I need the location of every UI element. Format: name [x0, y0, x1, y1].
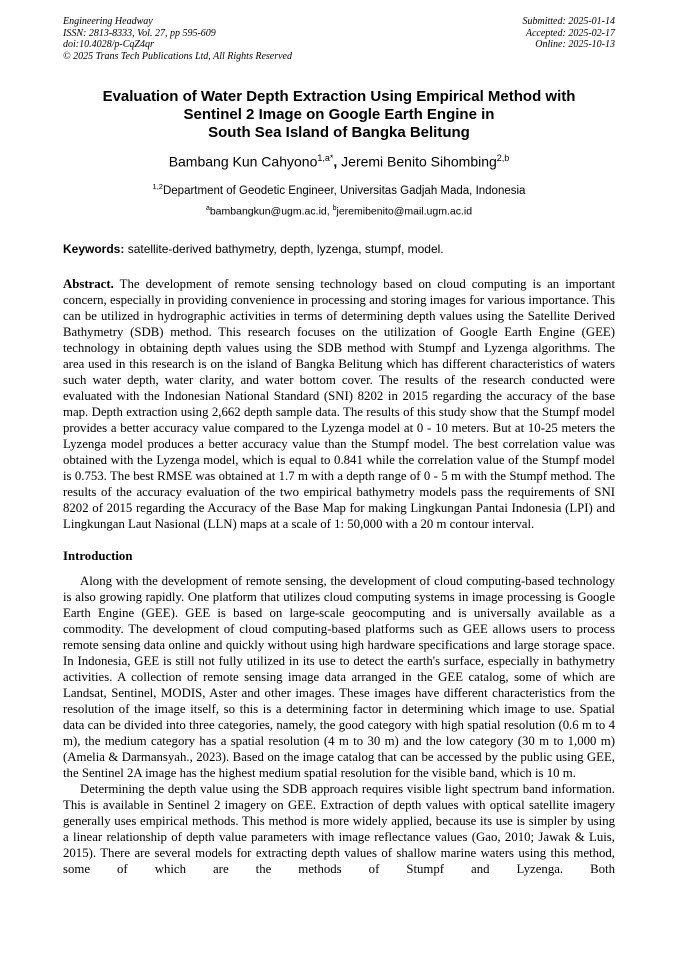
email-a-superscript: a: [205, 205, 210, 213]
copyright-line: © 2025 Trans Tech Publications Ltd, All Rights Reserved: [63, 50, 292, 62]
intro-paragraph-2: Determining the depth value using the SDB approach requires visible light spectrum band information. This is available in Sentinel 2 imagery on GEE. Extraction of depth values with optical satellite imagery generally uses empirical methods. This method is more widely applied, because its use is simpler by using a linear relationship of depth value parameters with image reflectance values (Gao, 2010; Jawak & Luis, 2015). There are several models for extracting depth values of shallow marine waters using this method, some of which are the methods of Stumpf and Lyzenga. Both: [63, 781, 615, 876]
authors-line: [63, 153, 615, 170]
affiliation-text: Department of Geodetic Engineer, Universitas Gadjah Mada, Indonesia: [162, 184, 526, 197]
issn-volume-line: ISSN: 2813-8333, Vol. 27, pp 595-609: [63, 27, 216, 39]
author-separator: ,: [333, 153, 342, 170]
paper-title: [63, 88, 615, 142]
keywords-label: Keywords:: [63, 241, 125, 256]
keywords-text: satellite-derived bathymetry, depth, lyzenga, stumpf, model.: [124, 241, 444, 256]
author-1-name: Bambang Kun Cahyono: [168, 153, 318, 170]
title-line-3: South Sea Island of Bangka Belitung: [208, 124, 470, 141]
accepted-date: Accepted: 2025-02-17: [525, 27, 615, 39]
online-date: Online: 2025-10-13: [535, 39, 615, 50]
emails-line: [63, 205, 615, 218]
keywords-line: [63, 242, 615, 256]
abstract-label: Abstract.: [63, 276, 114, 291]
author-1-superscript: 1,a*: [317, 153, 334, 163]
paper-meta-header: [63, 16, 615, 62]
email-a-address: bambangkun@ugm.ac.id: [209, 205, 327, 218]
journal-info: [63, 16, 292, 62]
affiliation-superscript: 1,2: [152, 181, 163, 191]
affiliation-line: [63, 182, 615, 197]
submitted-date: Submitted: 2025-01-14: [522, 16, 615, 27]
journal-name: Engineering Headway: [63, 16, 153, 27]
title-line-1: Evaluation of Water Depth Extraction Using Empirical Method with: [102, 88, 576, 105]
section-heading-introduction: Introduction: [63, 548, 133, 563]
doi-line: doi:10.4028/p-CqZ4qr: [63, 39, 154, 50]
email-separator: ,: [326, 205, 333, 218]
email-b-address: jeremibenito@mail.ugm.ac.id: [336, 205, 473, 218]
intro-paragraph-1: Along with the development of remote sensing, the development of cloud computing-based technology is also growing rapidly. One platform that utilizes cloud computing systems in image processing is Google Earth Engine (GEE). GEE is based on large-scale geocomputing and is universally available as a commodity. The development of cloud computing-based platforms such as GEE allows users to process remote sensing data online and quickly without using high hardware specifications and large storage space. In Indonesia, GEE is still not fully utilized in its use to detect the earth's surface, especially in bathymetry activities. A collection of remote sensing image data arranged in the GEE catalog, some of which are Landsat, Sentinel, MODIS, Aster and other images. These images have different characteristics from the resolution of the image itself, so this is a determining factor in determining which image to use. Spatial data can be divided into three categories, namely, the good category with high spatial resolution (0.6 m to 4 m), the medium category has a spatial resolution (4 m to 30 m) and the low category (30 m to 1,000 m) (Amelia & Darmansyah., 2023). Based on the image catalog that can be accessed by the public using GEE, the Sentinel 2A image has the highest medium spatial resolution for the visible band, which is 10 m.: [63, 573, 615, 780]
abstract-paragraph: [63, 276, 615, 532]
author-2-superscript: 2,b: [496, 153, 510, 163]
email-b-superscript: b: [332, 205, 337, 213]
submission-dates: [523, 16, 616, 62]
abstract-text: The development of remote sensing technology based on cloud computing is an important concern, especially in providing convenience in processing and storing images for various importance. This can be utilized in hydrographic activities in terms of determining depth values using the Satellite Derived Bathymetry (SDB) method. This research focuses on the utilization of Google Earth Engine (GEE) technology in obtaining depth values using the SDB method with Stumpf and Lyzenga algorithms. The area used in this research is on the island of Bangka Belitung which has different characteristics of waters such water depth, water clarity, and water bottom cover. The results of the research conducted were evaluated with the Indonesian National Standard (SNI) 8202 in 2015 regarding the accuracy of the base map. Depth extraction using 2,662 depth sample data. The results of this study show that the Stumpf model provides a better accuracy value compared to the Lyzenga model at 0 - 10 meters. But at 10-25 meters the Lyzenga model produces a better accuracy value than the Stumpf model. The best correlation value was obtained with the Lyzenga model, which is equal to 0.841 while the correlation value of the Stumpf model is 0.753. The best RMSE was obtained at 1.7 m with a depth range of 0 - 5 m with the Stumpf method. The results of the accuracy evaluation of the two empirical bathymetry models pass the requirements of SNI 8202 of 2015 regarding the Accuracy of the Base Map for making Lingkungan Pantai Indonesia (LPI) and Lingkungan Laut Nasional (LLN) maps at a scale of 1: 50,000 with a 20 m contour interval.: [63, 276, 615, 531]
title-line-2: Sentinel 2 Image on Google Earth Engine in: [183, 106, 495, 123]
author-2-name: Jeremi Benito Sihombing: [341, 153, 497, 170]
